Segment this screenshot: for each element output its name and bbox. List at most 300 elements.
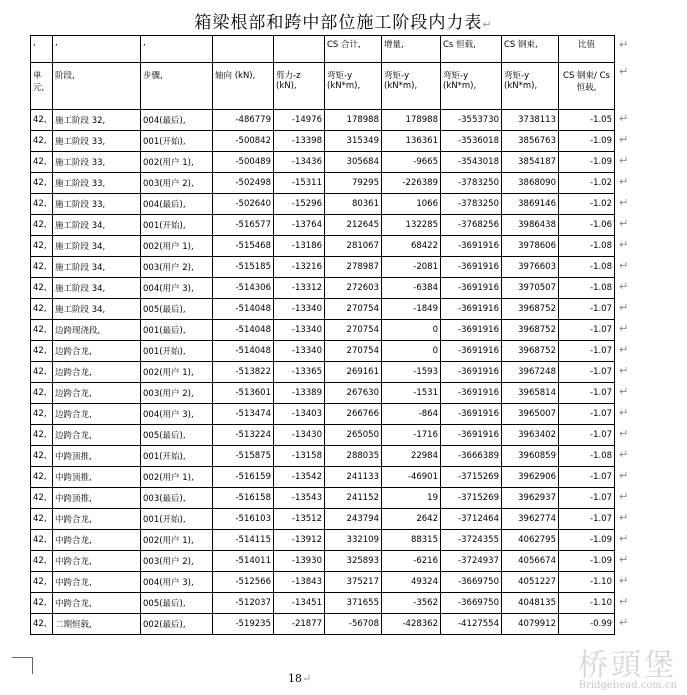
header-cell: 单元, — [31, 63, 53, 110]
table-cell: 3738113 — [502, 110, 559, 131]
table-cell: 42, — [31, 509, 53, 530]
table-cell: 42, — [31, 425, 53, 446]
header-cell: 弯矩-y (kN*m), — [441, 63, 502, 110]
table-cell: 332109 — [325, 530, 382, 551]
table-cell: -1.07 — [559, 299, 615, 320]
table-cell: 002(用户 1), — [141, 152, 213, 173]
page-number-return-mark: ↵ — [302, 672, 312, 685]
table-cell: -486779 — [213, 110, 274, 131]
table-cell: -2081 — [382, 257, 441, 278]
table-cell: -0.99 — [559, 614, 615, 635]
table-cell: 42, — [31, 320, 53, 341]
table-cell: 3963402 — [502, 425, 559, 446]
table-cell: -1.02 — [559, 194, 615, 215]
table-cell: -3666389 — [441, 446, 502, 467]
table-cell: -3691916 — [441, 341, 502, 362]
table-cell: 42, — [31, 341, 53, 362]
table-cell: -3669750 — [441, 572, 502, 593]
table-cell: 241152 — [325, 488, 382, 509]
table-row — [31, 320, 615, 341]
table-cell: 42, — [31, 278, 53, 299]
table-cell: 42, — [31, 110, 53, 131]
table-cell: 边跨现浇段, — [53, 320, 141, 341]
table-cell: -13398 — [274, 131, 325, 152]
table-cell: -13430 — [274, 425, 325, 446]
table-cell: 3965007 — [502, 404, 559, 425]
row-return-mark: ↵ — [619, 279, 629, 293]
table-row — [31, 593, 615, 614]
table-cell: 3868090 — [502, 173, 559, 194]
table-cell: 371655 — [325, 593, 382, 614]
table-cell: -13340 — [274, 341, 325, 362]
table-cell: 中跨合龙, — [53, 509, 141, 530]
header-cell: 轴向 (kN), — [213, 63, 274, 110]
table-cell: -513601 — [213, 383, 274, 404]
header-cell: 阶段, — [53, 63, 141, 110]
row-return-mark: ↵ — [619, 300, 629, 314]
table-cell: -1.07 — [559, 341, 615, 362]
table-cell: 边跨合龙, — [53, 341, 141, 362]
table-cell: 243794 — [325, 509, 382, 530]
table-cell: -1.07 — [559, 320, 615, 341]
page-number-text: 18 — [288, 672, 302, 685]
table-cell: -3562 — [382, 593, 441, 614]
table-cell: 002(最后), — [141, 614, 213, 635]
row-return-mark: ↵ — [619, 237, 629, 251]
table-cell: -1.02 — [559, 173, 615, 194]
table-cell: 4079912 — [502, 614, 559, 635]
table-cell: 2642 — [382, 509, 441, 530]
table-cell: 3965814 — [502, 383, 559, 404]
table-row — [31, 425, 615, 446]
table-cell: -13843 — [274, 572, 325, 593]
header-cell: , — [141, 36, 213, 63]
table-cell: 001(开始), — [141, 509, 213, 530]
table-cell: -502640 — [213, 194, 274, 215]
table-cell: -514115 — [213, 530, 274, 551]
table-cell: 80361 — [325, 194, 382, 215]
table-cell: -13389 — [274, 383, 325, 404]
table-cell: -3691916 — [441, 404, 502, 425]
row-return-mark: ↵ — [619, 468, 629, 482]
table-cell: -3691916 — [441, 362, 502, 383]
table-cell: 边跨合龙, — [53, 383, 141, 404]
table-cell: -13543 — [274, 488, 325, 509]
row-return-mark: ↵ — [619, 321, 629, 335]
table-cell: 42, — [31, 362, 53, 383]
table-cell: -13764 — [274, 215, 325, 236]
table-cell: 42, — [31, 404, 53, 425]
table-cell: -3691916 — [441, 425, 502, 446]
table-cell: -515875 — [213, 446, 274, 467]
row-return-mark: ↵ — [619, 153, 629, 167]
table-cell: 005(最后), — [141, 299, 213, 320]
table-row — [31, 215, 615, 236]
table-cell: 施工阶段 34, — [53, 257, 141, 278]
table-cell: 88315 — [382, 530, 441, 551]
table-cell: 004(用户 3), — [141, 404, 213, 425]
table-cell: 二期恒载, — [53, 614, 141, 635]
table-cell: 3968752 — [502, 320, 559, 341]
table-cell: 4062795 — [502, 530, 559, 551]
table-cell: -1593 — [382, 362, 441, 383]
table-cell: -3715269 — [441, 488, 502, 509]
table-cell: -500842 — [213, 131, 274, 152]
table-cell: 3854187 — [502, 152, 559, 173]
table-cell: 施工阶段 33, — [53, 173, 141, 194]
table-row — [31, 236, 615, 257]
row-return-mark: ↵ — [619, 615, 629, 629]
table-header-row — [31, 36, 615, 63]
table-cell: -514048 — [213, 320, 274, 341]
table-cell: -1716 — [382, 425, 441, 446]
row-return-mark: ↵ — [619, 489, 629, 503]
table-cell: -1531 — [382, 383, 441, 404]
table-cell: -14976 — [274, 110, 325, 131]
header-cell: CS 钢束/ Cs 恒载, — [559, 63, 615, 110]
header-cell: 比值 — [559, 36, 615, 63]
header-cell: CS 合计, — [325, 36, 382, 63]
row-return-mark: ↵ — [619, 594, 629, 608]
internal-force-table — [30, 35, 615, 635]
table-cell: -15311 — [274, 173, 325, 194]
header-cell: 步骤, — [141, 63, 213, 110]
table-cell: -3783250 — [441, 194, 502, 215]
row-return-mark: ↵ — [619, 405, 629, 419]
table-cell: 266766 — [325, 404, 382, 425]
table-cell: -13403 — [274, 404, 325, 425]
table-cell: 002(用户 1), — [141, 362, 213, 383]
table-row — [31, 152, 615, 173]
table-cell: 004(最后), — [141, 110, 213, 131]
table-cell: -512566 — [213, 572, 274, 593]
table-cell: 136361 — [382, 131, 441, 152]
table-cell: -1.07 — [559, 488, 615, 509]
table-cell: 3970507 — [502, 278, 559, 299]
table-cell: 79295 — [325, 173, 382, 194]
table-cell: 003(用户 2), — [141, 257, 213, 278]
table-cell: -13186 — [274, 236, 325, 257]
table-cell: 241133 — [325, 467, 382, 488]
page-corner-mark — [12, 657, 33, 674]
table-cell: 施工阶段 34, — [53, 215, 141, 236]
table-cell: 212645 — [325, 215, 382, 236]
table-cell: 42, — [31, 236, 53, 257]
table-cell: -1.09 — [559, 131, 615, 152]
table-cell: 22984 — [382, 446, 441, 467]
table-cell: -13930 — [274, 551, 325, 572]
table-cell: -1.07 — [559, 425, 615, 446]
header-cell: Cs 恒载, — [441, 36, 502, 63]
table-row — [31, 257, 615, 278]
table-cell: 施工阶段 32, — [53, 110, 141, 131]
header-cell: CS 钢束, — [502, 36, 559, 63]
table-cell: 001(开始), — [141, 341, 213, 362]
table-cell: -13340 — [274, 320, 325, 341]
table-row — [31, 383, 615, 404]
table-cell: -1.07 — [559, 467, 615, 488]
table-row — [31, 446, 615, 467]
table-cell: -13912 — [274, 530, 325, 551]
table-cell: -1.07 — [559, 509, 615, 530]
row-return-mark: ↵ — [619, 510, 629, 524]
table-cell: -502498 — [213, 173, 274, 194]
table-cell: 42, — [31, 194, 53, 215]
table-row — [31, 614, 615, 635]
table-cell: -1.09 — [559, 551, 615, 572]
table-cell: -1.07 — [559, 362, 615, 383]
table-cell: -519235 — [213, 614, 274, 635]
row-return-mark: ↵ — [619, 573, 629, 587]
row-return-mark: ↵ — [619, 37, 629, 51]
table-cell: 278987 — [325, 257, 382, 278]
table-cell: 49324 — [382, 572, 441, 593]
table-row — [31, 551, 615, 572]
table-cell: -1.05 — [559, 110, 615, 131]
table-cell: 001(开始), — [141, 131, 213, 152]
document-title-text: 箱梁根部和跨中部位施工阶段内力表 — [194, 13, 483, 33]
row-return-mark: ↵ — [619, 384, 629, 398]
table-cell: 003(用户 2), — [141, 383, 213, 404]
row-return-mark: ↵ — [619, 174, 629, 188]
watermark-url: Bridgehead.com.cn — [578, 680, 677, 691]
table-cell: -516159 — [213, 467, 274, 488]
table-cell: 42, — [31, 467, 53, 488]
table-cell: 272603 — [325, 278, 382, 299]
header-cell: 弯矩-y (kN*m), — [382, 63, 441, 110]
table-cell: 42, — [31, 551, 53, 572]
table-cell: 42, — [31, 614, 53, 635]
table-cell: 施工阶段 34, — [53, 236, 141, 257]
table-cell: -13451 — [274, 593, 325, 614]
table-cell: -46901 — [382, 467, 441, 488]
table-cell: 270754 — [325, 299, 382, 320]
table-row — [31, 404, 615, 425]
table-cell: 132285 — [382, 215, 441, 236]
table-cell: 42, — [31, 446, 53, 467]
table-row — [31, 110, 615, 131]
table-row — [31, 278, 615, 299]
table-row — [31, 173, 615, 194]
table-cell: -1.06 — [559, 215, 615, 236]
row-return-mark: ↵ — [619, 111, 629, 125]
table-cell: -3691916 — [441, 257, 502, 278]
table-cell: 004(用户 3), — [141, 278, 213, 299]
table-cell: -3783250 — [441, 173, 502, 194]
table-cell: -1.09 — [559, 530, 615, 551]
table-cell: -1.09 — [559, 152, 615, 173]
table-cell: -21877 — [274, 614, 325, 635]
table-cell: -13512 — [274, 509, 325, 530]
table-header-row — [31, 63, 615, 110]
header-cell: 增量, — [382, 36, 441, 63]
table-cell: -13312 — [274, 278, 325, 299]
table-cell: -864 — [382, 404, 441, 425]
table-cell: 267630 — [325, 383, 382, 404]
row-return-mark: ↵ — [619, 426, 629, 440]
table-row — [31, 194, 615, 215]
table-cell: 315349 — [325, 131, 382, 152]
table-cell: 3856763 — [502, 131, 559, 152]
table-cell: 003(用户 2), — [141, 551, 213, 572]
table-cell: 施工阶段 34, — [53, 299, 141, 320]
table-cell: 中跨合龙, — [53, 551, 141, 572]
table-cell: 002(用户 1), — [141, 236, 213, 257]
table-cell: -513474 — [213, 404, 274, 425]
watermark-logo — [547, 640, 677, 691]
table-cell: 281067 — [325, 236, 382, 257]
page-number — [288, 672, 311, 685]
header-cell — [274, 36, 325, 63]
table-cell: -4127554 — [441, 614, 502, 635]
table-cell: 中跨顶推, — [53, 488, 141, 509]
table-cell: -514306 — [213, 278, 274, 299]
table-row — [31, 530, 615, 551]
table-cell: 305684 — [325, 152, 382, 173]
table-cell: -1849 — [382, 299, 441, 320]
table-cell: 42, — [31, 215, 53, 236]
row-return-mark: ↵ — [619, 552, 629, 566]
table-row — [31, 509, 615, 530]
table-cell: -3724355 — [441, 530, 502, 551]
table-cell: 3976603 — [502, 257, 559, 278]
table-cell: -3712464 — [441, 509, 502, 530]
row-return-mark: ↵ — [619, 447, 629, 461]
table-cell: -3691916 — [441, 299, 502, 320]
table-cell: 3962906 — [502, 467, 559, 488]
table-cell: 42, — [31, 488, 53, 509]
table-cell: -516577 — [213, 215, 274, 236]
watermark-chinese: 桥頭堡 — [578, 648, 677, 683]
table-cell: -514048 — [213, 299, 274, 320]
table-cell: -3536018 — [441, 131, 502, 152]
table-cell: 375217 — [325, 572, 382, 593]
table-cell: 265050 — [325, 425, 382, 446]
table-cell: -13216 — [274, 257, 325, 278]
table-cell: -514011 — [213, 551, 274, 572]
row-return-mark: ↵ — [619, 195, 629, 209]
table-cell: -3691916 — [441, 383, 502, 404]
table-cell: 42, — [31, 383, 53, 404]
header-cell — [213, 36, 274, 63]
table-cell: 边跨合龙, — [53, 404, 141, 425]
header-cell: 弯矩-y (kN*m), — [325, 63, 382, 110]
table-cell: 178988 — [382, 110, 441, 131]
table-cell: 中跨合龙, — [53, 593, 141, 614]
table-cell: 42, — [31, 593, 53, 614]
table-cell: 004(用户 3), — [141, 572, 213, 593]
table-cell: 0 — [382, 320, 441, 341]
table-cell: 42, — [31, 173, 53, 194]
table-cell: -3543018 — [441, 152, 502, 173]
table-row — [31, 362, 615, 383]
table-cell: -1.10 — [559, 593, 615, 614]
header-cell: , — [53, 36, 141, 63]
table-cell: 3968752 — [502, 299, 559, 320]
table-cell: 中跨顶推, — [53, 467, 141, 488]
header-cell: 剪力-z (kN), — [274, 63, 325, 110]
table-cell: -15296 — [274, 194, 325, 215]
table-cell: 4048135 — [502, 593, 559, 614]
table-cell: 42, — [31, 572, 53, 593]
row-return-mark: ↵ — [619, 216, 629, 230]
table-cell: 中跨顶推, — [53, 446, 141, 467]
table-cell: -1.08 — [559, 278, 615, 299]
table-row — [31, 299, 615, 320]
table-cell: 0 — [382, 341, 441, 362]
table-row — [31, 467, 615, 488]
table-cell: -9665 — [382, 152, 441, 173]
table-cell: -1.08 — [559, 257, 615, 278]
table-cell: 42, — [31, 131, 53, 152]
table-cell: -3691916 — [441, 236, 502, 257]
table-cell: -13542 — [274, 467, 325, 488]
table-cell: 42, — [31, 530, 53, 551]
table-cell: 3986438 — [502, 215, 559, 236]
table-row — [31, 488, 615, 509]
table-cell: -3724937 — [441, 551, 502, 572]
table-cell: 4051227 — [502, 572, 559, 593]
table-cell: 288035 — [325, 446, 382, 467]
table-cell: 002(用户 1), — [141, 467, 213, 488]
table-cell: -6384 — [382, 278, 441, 299]
table-cell: -3553730 — [441, 110, 502, 131]
table-cell: 施工阶段 34, — [53, 278, 141, 299]
table-cell: 边跨合龙, — [53, 425, 141, 446]
table-cell: -514048 — [213, 341, 274, 362]
table-cell: 42, — [31, 257, 53, 278]
table-row — [31, 131, 615, 152]
table-cell: -1.10 — [559, 572, 615, 593]
table-row — [31, 341, 615, 362]
table-cell: 中跨合龙, — [53, 530, 141, 551]
table-cell: 19 — [382, 488, 441, 509]
table-cell: 005(最后), — [141, 593, 213, 614]
table-cell: 施工阶段 33, — [53, 194, 141, 215]
document-title — [0, 8, 687, 33]
header-cell: , — [31, 36, 53, 63]
table-cell: -13365 — [274, 362, 325, 383]
table-cell: 42, — [31, 152, 53, 173]
table-cell: 270754 — [325, 341, 382, 362]
table-cell: -3768256 — [441, 215, 502, 236]
table-cell: -6216 — [382, 551, 441, 572]
table-cell: 施工阶段 33, — [53, 152, 141, 173]
table-cell: 001(开始), — [141, 215, 213, 236]
table-cell: 270754 — [325, 320, 382, 341]
table-cell: 269161 — [325, 362, 382, 383]
table-cell: -516158 — [213, 488, 274, 509]
row-return-mark: ↵ — [619, 342, 629, 356]
table-cell: -13158 — [274, 446, 325, 467]
table-cell: -3669750 — [441, 593, 502, 614]
table-cell: 003(用户 2), — [141, 173, 213, 194]
table-cell: -1.07 — [559, 404, 615, 425]
table-cell: 施工阶段 33, — [53, 131, 141, 152]
table-cell: 1066 — [382, 194, 441, 215]
table-cell: -500489 — [213, 152, 274, 173]
table-cell: 3968752 — [502, 341, 559, 362]
table-cell: 001(最后), — [141, 320, 213, 341]
table-cell: 002(用户 1), — [141, 530, 213, 551]
table-cell: -56708 — [325, 614, 382, 635]
table-row — [31, 572, 615, 593]
table-cell: 3967248 — [502, 362, 559, 383]
table-cell: -515468 — [213, 236, 274, 257]
row-return-mark: ↵ — [619, 363, 629, 377]
table-cell: 003(最后), — [141, 488, 213, 509]
table-cell: -1.08 — [559, 236, 615, 257]
